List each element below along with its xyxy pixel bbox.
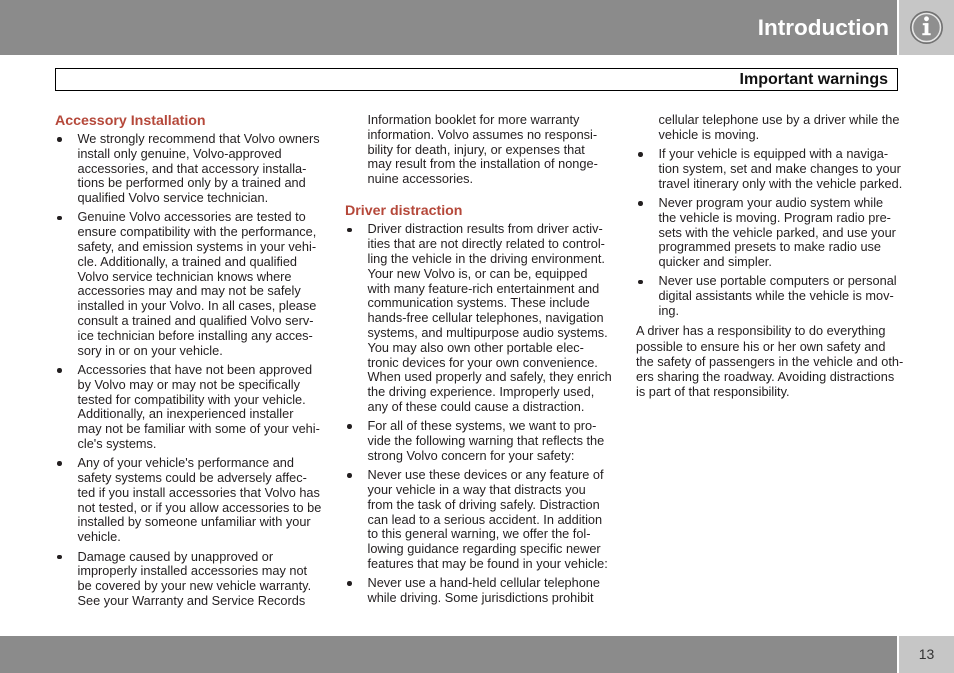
bullet-marker: [347, 581, 352, 586]
text-line: Any of your vehicle's performance and: [77, 455, 294, 471]
text-line: accessories may and may not be safely: [77, 283, 301, 299]
text-line: is part of that responsibility.: [636, 384, 790, 400]
text-column-3: [636, 113, 904, 404]
text-line: ensure compatibility with the performance,: [77, 224, 317, 240]
bullet-marker: [57, 461, 62, 466]
text-line: qualified Volvo service technician.: [77, 190, 269, 206]
section-title: Important warnings: [739, 71, 888, 88]
text-line: A driver has a responsibility to do everything: [636, 323, 886, 339]
bullet-item: [636, 196, 904, 270]
text-line: your vehicle in a way that distracts you: [367, 482, 586, 498]
text-line: consult a trained and qualified Volvo serv-: [77, 313, 314, 329]
bullet-marker: [638, 280, 643, 285]
text-line: vehicle.: [77, 529, 121, 545]
bullet-marker: [57, 216, 62, 221]
text-line: the driving experience. Improperly used,: [367, 384, 595, 400]
bullet-marker: [638, 152, 643, 157]
text-line: programmed presets to make radio use: [658, 239, 882, 255]
text-line: from the task of driving safely. Distraction: [367, 496, 600, 512]
bullet-item: [55, 550, 323, 609]
section-heading: Driver distraction: [345, 203, 463, 220]
text-line: information. Volvo assumes no responsi-: [367, 126, 598, 142]
bullet-marker: [57, 368, 62, 373]
text-line: to this general warning, we offer the fol-: [367, 526, 591, 542]
header-bar: [0, 0, 897, 55]
text-line: If your vehicle is equipped with a naviga-: [658, 146, 889, 162]
text-line: Driver distraction results from driver activ-: [367, 221, 603, 237]
text-line: When used properly and safely, they enrich: [367, 369, 612, 385]
text-line: Never program your audio system while: [658, 194, 884, 210]
text-line: be covered by your new vehicle warranty.: [77, 578, 312, 594]
text-line: See your Warranty and Service Records: [77, 592, 306, 608]
text-line: may not be familiar with some of your vehi-: [77, 421, 320, 437]
bullet-marker: [347, 473, 352, 478]
text-line: tion system, set and make changes to your: [658, 160, 901, 176]
text-line: ling the vehicle in the driving environment.: [367, 251, 605, 267]
text-line: not tested, or if you allow accessories to be: [77, 499, 322, 515]
text-line: ing.: [658, 303, 680, 319]
text-line: installed in your Volvo. In all cases, please: [77, 298, 317, 314]
bullet-marker: [57, 555, 62, 560]
bullet-item: [55, 132, 323, 206]
page-number-tab: [899, 636, 954, 673]
header-icon-tab: [899, 0, 954, 55]
continued-text: [636, 113, 904, 143]
text-line: bility for death, injury, or expenses that: [367, 141, 585, 157]
text-line: tronic devices for your own convenience.: [367, 354, 598, 370]
bullet-marker: [347, 228, 352, 233]
text-line: travel itinerary only with the vehicle parked.: [658, 175, 903, 191]
section-heading: Accessory Installation: [55, 113, 206, 129]
bullet-item: [55, 363, 323, 452]
text-line: Genuine Volvo accessories are tested to: [77, 209, 306, 225]
text-line: ities that are not directly related to control-: [367, 236, 605, 252]
text-line: You may also own other portable elec-: [367, 339, 584, 355]
text-line: sets with the vehicle parked, and use your: [658, 224, 896, 240]
text-line: the vehicle is moving. Program radio pre-: [658, 209, 891, 225]
chapter-title: Introduction: [757, 15, 889, 40]
text-line: while driving. Some jurisdictions prohibit: [367, 590, 594, 606]
text-line: cellular telephone use by a driver while the: [658, 112, 900, 127]
text-line: nuine accessories.: [367, 171, 474, 187]
bullet-item: [345, 576, 613, 606]
bullet-item: [55, 456, 323, 545]
text-line: installed by someone unfamiliar with your: [77, 514, 311, 530]
footer-bar: [0, 636, 897, 673]
text-line: safety systems could be adversely affec-: [77, 470, 307, 486]
text-line: safety, and emission systems in your vehi-: [77, 239, 317, 255]
text-line: quicker and simpler.: [658, 254, 772, 270]
text-line: by Volvo may or may not be specifically: [77, 376, 301, 392]
text-line: Never use portable computers or personal: [658, 273, 897, 289]
text-line: any of these could cause a distraction.: [367, 399, 585, 415]
text-line: cle. Additionally, a trained and qualified: [77, 253, 297, 269]
bullet-marker: [638, 201, 643, 206]
text-line: Your new Volvo is, or can be, equipped: [367, 265, 588, 281]
text-line: lowing guidance regarding specific newer: [367, 541, 601, 557]
text-line: Additionally, an inexperienced installer: [77, 406, 294, 422]
info-icon: [899, 0, 954, 55]
text-line: Damage caused by unapproved or: [77, 548, 274, 564]
text-line: communication systems. These include: [367, 295, 590, 311]
text-line: the safety of passengers in the vehicle and oth-: [636, 353, 904, 369]
text-line: tions be performed only by a trained and: [77, 175, 306, 191]
text-line: Information booklet for more warranty: [367, 112, 580, 127]
text-line: Never use these devices or any feature of: [367, 467, 604, 483]
text-line: may result from the installation of nonge-: [367, 156, 598, 172]
text-line: with many feature-rich entertainment and: [367, 280, 600, 296]
text-line: ers sharing the roadway. Avoiding distractions: [636, 368, 895, 384]
text-line: tested for compatibility with your vehicle.: [77, 391, 306, 407]
text-line: install only genuine, Volvo-approved: [77, 145, 282, 161]
text-line: accessories, and that accessory installa-: [77, 160, 307, 176]
text-line: systems, and multipurpose audio systems.: [367, 325, 608, 341]
text-line: ice technician before installing any acces-: [77, 327, 313, 343]
text-line: can lead to a serious accident. In addition: [367, 511, 603, 527]
bullet-item: [636, 274, 904, 318]
page-number: 13: [918, 646, 935, 662]
bullet-marker: [57, 137, 62, 142]
bullet-marker: [347, 424, 352, 429]
paragraph: [636, 323, 904, 399]
text-line: improperly installed accessories may not: [77, 563, 308, 579]
bullet-item: [55, 210, 323, 358]
text-line: Accessories that have not been approved: [77, 361, 313, 377]
text-line: strong Volvo concern for your safety:: [367, 447, 575, 463]
text-line: vehicle is moving.: [658, 126, 760, 142]
bullet-item: [636, 147, 904, 191]
text-line: features that may be found in your vehicle:: [367, 556, 608, 572]
continued-text: [345, 113, 613, 187]
text-line: cle's systems.: [77, 435, 157, 451]
text-line: hands-free cellular telephones, navigation: [367, 310, 604, 326]
bullet-item: [345, 419, 613, 463]
text-line: sory in or on your vehicle.: [77, 342, 223, 358]
text-line: For all of these systems, we want to pro-: [367, 418, 597, 434]
text-column-1: [55, 113, 323, 613]
text-line: Volvo service technician knows where: [77, 268, 292, 284]
text-line: Never use a hand-held cellular telephone: [367, 575, 600, 591]
text-line: ted if you install accessories that Volvo has: [77, 484, 320, 500]
text-line: possible to ensure his or her own safety and: [636, 338, 886, 354]
text-line: vide the following warning that reflects the: [367, 433, 605, 449]
bullet-item: [345, 468, 613, 572]
text-line: digital assistants while the vehicle is mov-: [658, 288, 894, 304]
text-line: We strongly recommend that Volvo owners: [77, 131, 320, 146]
section-header-box: [55, 68, 898, 91]
text-column-2: [345, 113, 613, 610]
bullet-item: [345, 222, 613, 414]
